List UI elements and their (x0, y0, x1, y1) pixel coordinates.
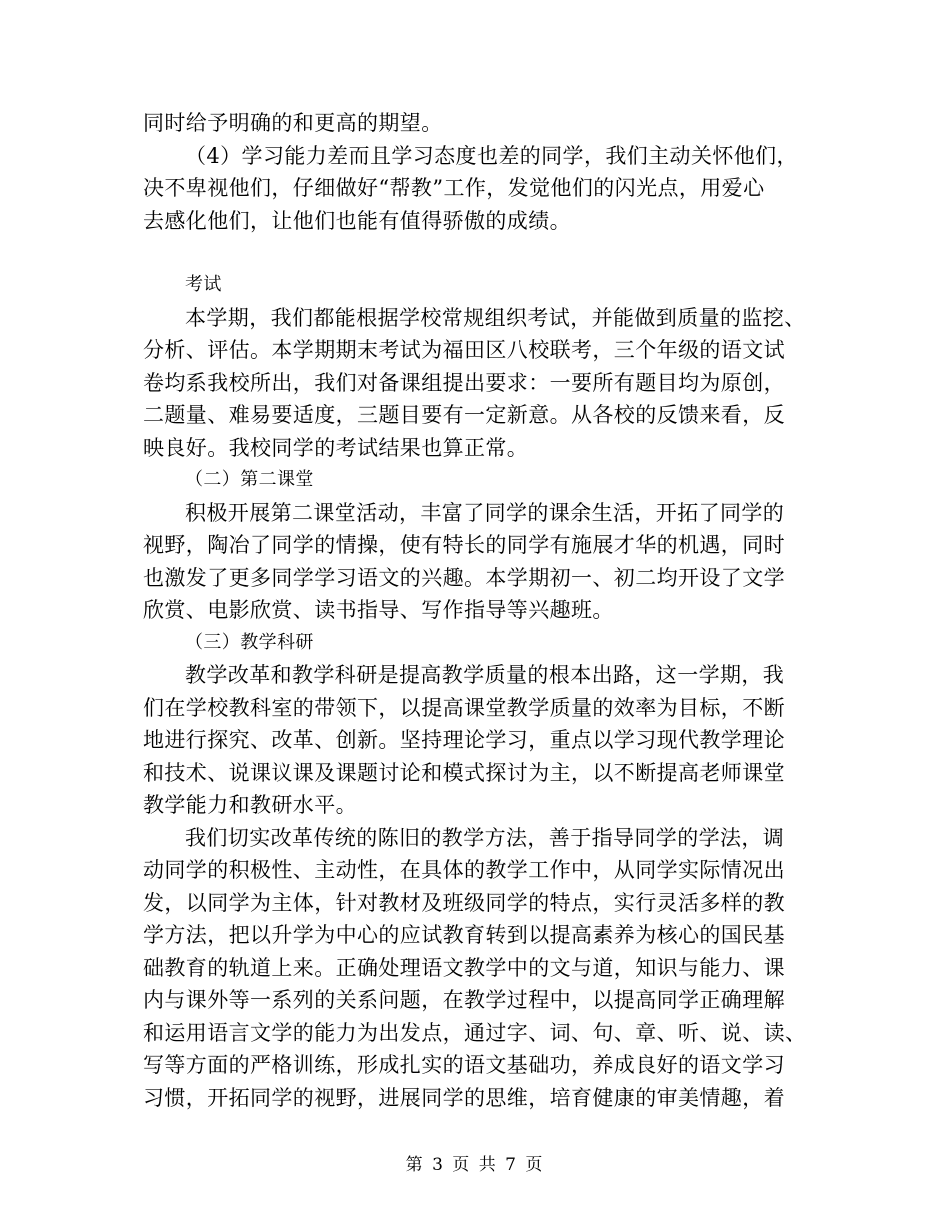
text-line: 映良好。我校同学的考试结果也算正常。 (143, 435, 529, 460)
text-line: （4）学习能力差而且学习态度也差的同学，我们主动关怀他们， (185, 143, 798, 168)
text-line: 内与课外等一系列的关系问题，在教学过程中，以提高同学正确理解 (143, 988, 785, 1012)
text-line: 们在学校教科室的带领下，以提高课堂教学质量的效率为目标，不断 (143, 695, 785, 720)
text-line: 教学能力和教研水平。 (143, 793, 357, 817)
text-line: 二题量、难易要适度，三题目要有一定新意。从各校的反馈来看，反 (143, 403, 785, 427)
text-line: 视野，陶冶了同学的情操，使有特长的同学有施展才华的机遇，同时 (143, 533, 785, 557)
text-line: 本学期，我们都能根据学校常规组织考试，并能做到质量的监挖、 (185, 305, 806, 330)
text-line: 动同学的积极性、主动性，在具体的教学工作中，从同学实际情况出 (143, 858, 785, 882)
text-line: 也激发了更多同学学习语文的兴趣。本学期初一、初二均开设了文学 (143, 565, 785, 590)
text-line: 发，以同学为主体，针对教材及班级同学的特点，实行灵活多样的教 (143, 890, 785, 915)
text-line: 和技术、说课议课及课题讨论和模式探讨为主，以不断提高老师课堂 (143, 760, 785, 785)
page-content (143, 107, 807, 1114)
text-line: 教学改革和教学科研是提高教学质量的根本出路，这一学期，我 (185, 663, 785, 687)
section-heading-exam: 考试 (185, 274, 222, 295)
text-line: 去感化他们，让他们也能有值得骄傲的成绩。 (143, 208, 571, 233)
text-line: 同时给予明确的和更高的期望。 (143, 111, 443, 135)
text-line: 决不卑视他们，仔细做好“帮教”工作，发觉他们的闪光点，用爱心 (143, 176, 765, 200)
text-line: 和运用语言文学的能力为出发点，通过字、词、句、章、听、说、读、 (143, 1020, 807, 1045)
text-line: 习惯，开拓同学的视野，进展同学的思维，培育健康的审美情趣，着 (143, 1085, 785, 1110)
text-line: 写等方面的严格训练，形成扎实的语文基础功，养成良好的语文学习 (143, 1053, 785, 1077)
section-heading-research: （三）教学科研 (185, 631, 314, 653)
paragraph-gap (143, 237, 803, 269)
text-line: 础教育的轨道上来。正确处理语文教学中的文与道，知识与能力、课 (143, 955, 785, 980)
text-line: 地进行探究、改革、创新。坚持理论学习，重点以学习现代教学理论 (143, 728, 785, 752)
text-line: 学方法，把以升学为中心的应试教育转到以提高素养为核心的国民基 (143, 923, 785, 947)
text-line: 卷均系我校所出，我们对备课组提出要求：一要所有题目均为原创， (143, 370, 785, 395)
text-line: 欣赏、电影欣赏、读书指导、写作指导等兴趣班。 (143, 598, 614, 622)
page-footer: 第 3 页 共 7 页 (405, 1155, 545, 1175)
text-line: 积极开展第二课堂活动，丰富了同学的课余生活，开拓了同学的 (185, 500, 785, 525)
section-heading-second-classroom: （二）第二课堂 (185, 469, 314, 490)
text-line: 分析、评估。本学期期末考试为福田区八校联考，三个年级的语文试 (143, 338, 785, 362)
text-line: 我们切实改革传统的陈旧的教学方法，善于指导同学的学法，调 (185, 825, 785, 850)
